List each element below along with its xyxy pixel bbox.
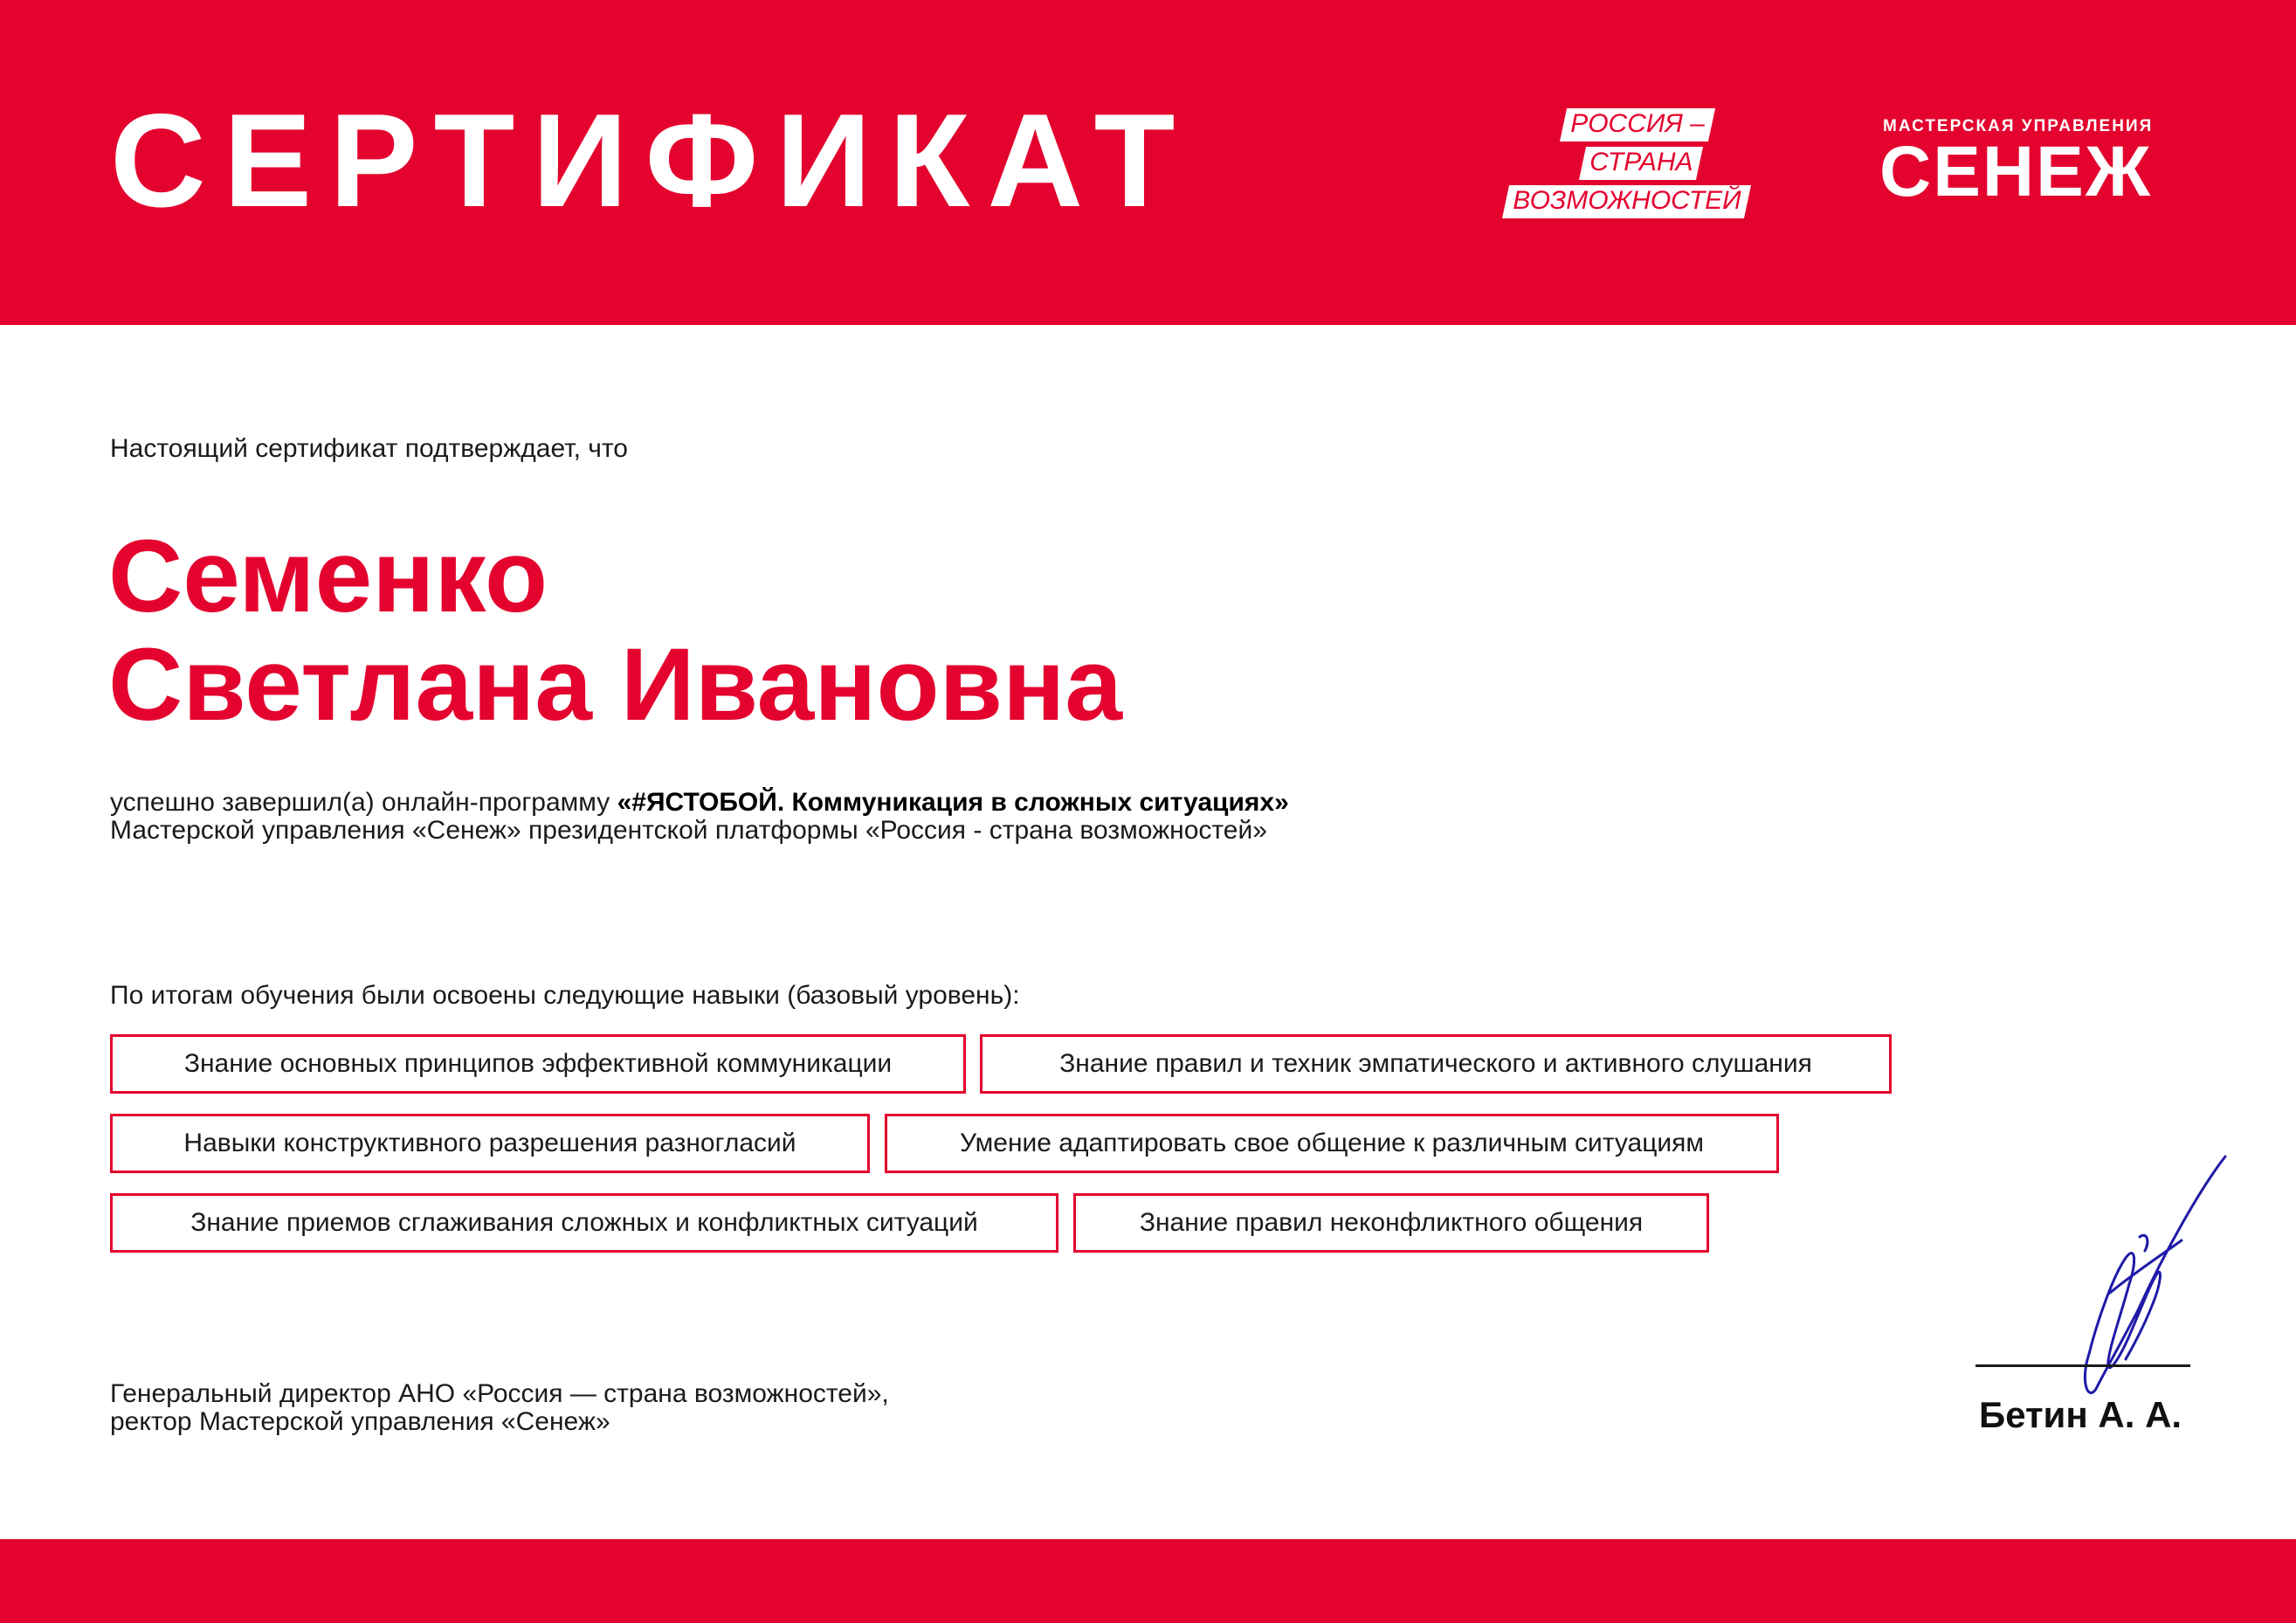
logo-chip: ВОЗМОЖНОСТЕЙ (1502, 185, 1751, 218)
recipient-surname: Семенко (108, 519, 548, 634)
program-line-2: Мастерской управления «Сенеж» президентской платформы «Россия - страна возможностей» (110, 816, 1267, 845)
skill-tag: Знание правил неконфликтного общения (1073, 1193, 1709, 1253)
program-name: «#ЯСТОБОЙ. Коммуникация в сложных ситуациях» (617, 788, 1289, 817)
skills-intro: По итогам обучения были освоены следующие навыки (базовый уровень): (110, 981, 1020, 1010)
senezh-logo-wordmark: СЕНЕЖ (1879, 132, 2152, 211)
footer-banner (0, 1539, 2296, 1623)
recipient-given-names: Светлана Ивановна (108, 627, 1122, 742)
signature-line (1975, 1364, 2190, 1367)
header-banner (0, 0, 2296, 325)
skill-tag: Знание правил и техник эмпатического и активного слушания (980, 1034, 1892, 1094)
handwritten-signature (2035, 1153, 2236, 1398)
certificate-title: СЕРТИФИКАТ (110, 86, 1193, 235)
skill-tag: Навыки конструктивного разрешения разногласий (110, 1114, 870, 1173)
logo-chip: РОССИЯ – (1560, 108, 1715, 142)
senezh-logo (1879, 114, 2194, 210)
confirm-text: Настоящий сертификат подтверждает, что (110, 434, 628, 463)
program-line-1 (110, 789, 1289, 817)
senezh-logo-caption: МАСТЕРСКАЯ УПРАВЛЕНИЯ (1883, 117, 2154, 135)
director-position-line-1: Генеральный директор АНО «Россия — страна возможностей», (110, 1379, 889, 1408)
skill-tag: Знание основных принципов эффективной коммуникации (110, 1034, 966, 1094)
skill-tag: Умение адаптировать свое общение к различным ситуациям (885, 1114, 1779, 1173)
rossiya-strana-vozmozhnostey-logo (1502, 105, 1775, 222)
director-position-line-2: ректор Мастерской управления «Сенеж» (110, 1407, 610, 1436)
logo-chip: СТРАНА (1579, 147, 1703, 180)
recipient-name (108, 519, 1122, 742)
program-description (110, 789, 1289, 845)
director-position (110, 1380, 889, 1436)
skill-tag: Знание приемов сглаживания сложных и конфликтных ситуаций (110, 1193, 1058, 1253)
signer-name: Бетин А. А. (1979, 1394, 2182, 1435)
program-prefix: успешно завершил(а) онлайн-программу (110, 788, 617, 817)
